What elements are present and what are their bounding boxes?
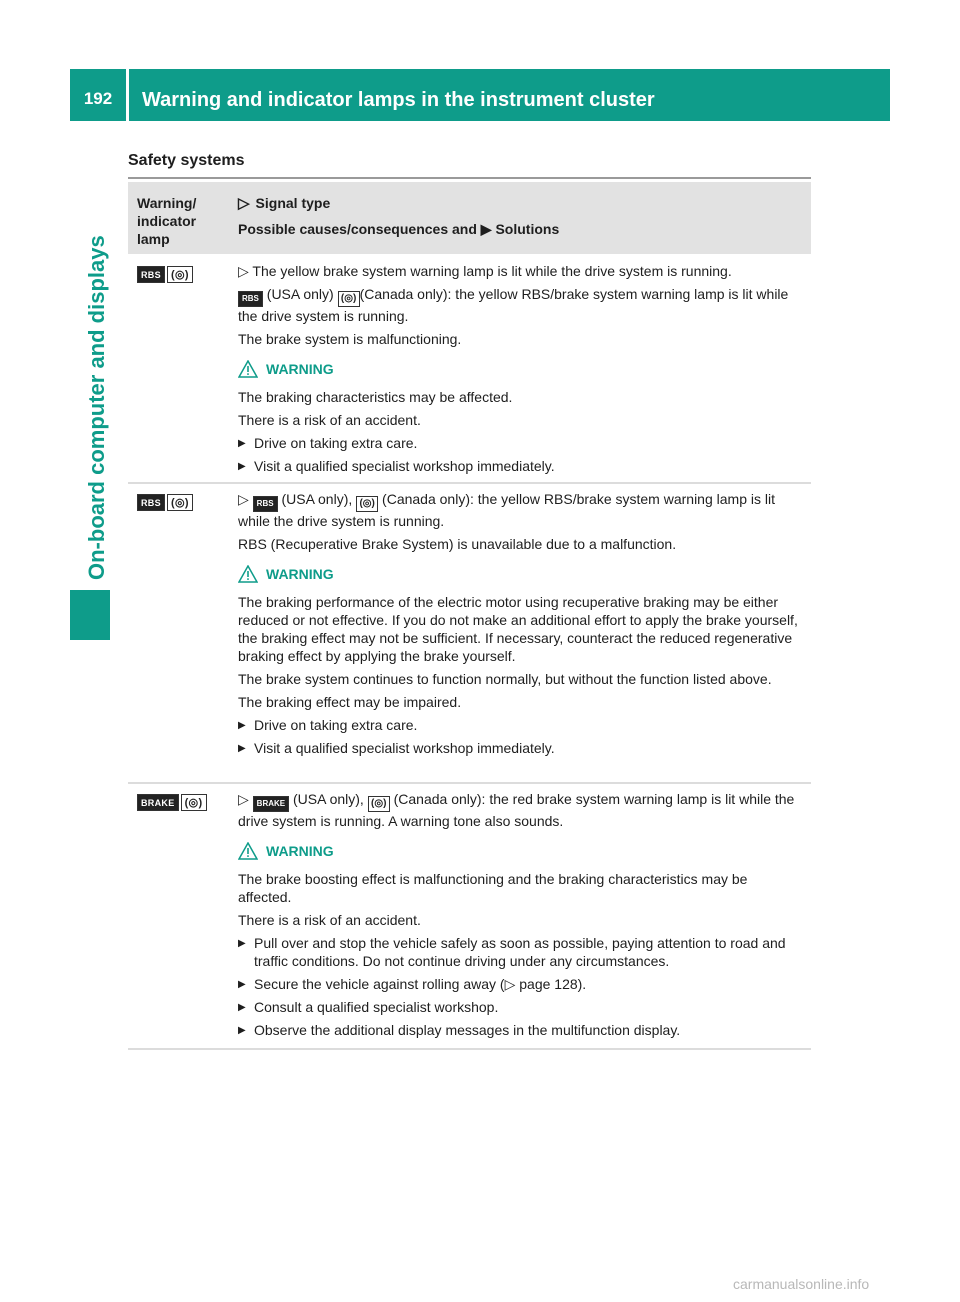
action-item: ▶ Observe the additional display messages in the multifunction display. bbox=[238, 1021, 804, 1039]
header-right bbox=[238, 194, 559, 238]
warning-triangle-icon bbox=[238, 360, 258, 378]
signal-text: ▷ The yellow brake system warning lamp is lit while the drive system is running. bbox=[238, 263, 732, 279]
brake-circle-icon: (◎) bbox=[338, 291, 360, 307]
page-ref-link[interactable]: page 128). bbox=[519, 976, 587, 992]
warning-triangle-icon bbox=[238, 842, 258, 860]
table-row bbox=[128, 790, 811, 1050]
header-signal: Signal type bbox=[255, 195, 331, 211]
action-item: ▶ Drive on taking extra care. bbox=[238, 434, 804, 452]
warning-text: The braking effect may be impaired. bbox=[238, 694, 462, 710]
usa-canada-text: RBS (USA only) (◎) (Canada only): the yellow RBS/brake system warning lamp is lit while the drive system is running. bbox=[238, 286, 789, 324]
header-divider bbox=[126, 69, 129, 121]
brake-icon: BRAKE bbox=[253, 796, 289, 812]
rbs-icon: RBS bbox=[253, 496, 278, 512]
row-content bbox=[238, 790, 804, 1044]
brake-icon: BRAKE bbox=[137, 794, 179, 811]
header-title: Warning and indicator lamps in the instrument cluster bbox=[142, 89, 655, 111]
table-row bbox=[128, 490, 811, 784]
triangle-right-icon: ▷ bbox=[238, 491, 249, 507]
header-causes: Possible causes/consequences and bbox=[238, 221, 477, 237]
chapter-side-label: On-board computer and displays bbox=[84, 235, 109, 580]
action-item: ▶ Consult a qualified specialist workshop. bbox=[238, 998, 804, 1016]
cause-text: RBS (Recuperative Brake System) is unavailable due to a malfunction. bbox=[238, 536, 677, 552]
rbs-icon: RBS bbox=[137, 494, 165, 511]
chapter-marker bbox=[70, 590, 110, 640]
page-number: 192 bbox=[83, 89, 113, 108]
warning-text: The braking characteristics may be affected. bbox=[238, 389, 513, 405]
warning-text: The braking performance of the electric motor using recuperative braking may be either reduced or not effective. If you do not make an additional effort to apply the brake yourself, the braking effect may not be sufficient. If necessary, counteract the reduced regenerative braking effect by applying the brake yourself. bbox=[238, 594, 798, 664]
triangle-right-icon: ▷ bbox=[238, 263, 249, 279]
cause-text: The brake system is malfunctioning. bbox=[238, 331, 462, 347]
brake-circle-icon: (◎) bbox=[167, 494, 193, 511]
arrow-right-icon: ▶ bbox=[480, 221, 492, 237]
warning-heading: WARNING bbox=[238, 360, 804, 378]
rbs-icon: RBS bbox=[137, 266, 165, 283]
warning-triangle-icon bbox=[238, 565, 258, 583]
action-item: ▶ Drive on taking extra care. bbox=[238, 716, 804, 734]
header-lamp: Warning/ indicator lamp bbox=[137, 195, 197, 247]
page-header bbox=[70, 69, 890, 121]
signal-text: ▷ BRAKE (USA only), (◎) (Canada only): the red brake system warning lamp is lit while the drive system is running. A warning tone also sounds. bbox=[238, 791, 795, 829]
lamp-icons bbox=[137, 494, 193, 511]
row-content bbox=[238, 262, 804, 480]
page-ref-icon: ▷ bbox=[504, 976, 516, 992]
row-content bbox=[238, 490, 804, 762]
watermark: carmanualsonline.info bbox=[733, 1276, 870, 1292]
warning-text: There is a risk of an accident. bbox=[238, 912, 421, 928]
brake-circle-icon: (◎) bbox=[356, 496, 378, 512]
signal-text: ▷ RBS (USA only), (◎) (Canada only): the yellow RBS/brake system warning lamp is lit while the drive system is running. bbox=[238, 491, 775, 529]
header-solutions: Solutions bbox=[495, 221, 560, 237]
action-item: ▶ Visit a qualified specialist workshop immediately. bbox=[238, 739, 804, 757]
warning-text: The brake boosting effect is malfunctioning and the braking characteristics may be affected. bbox=[238, 871, 748, 905]
action-item: ▶ Secure the vehicle against rolling away (▷ page 128). bbox=[238, 975, 804, 993]
action-item: ▶ Pull over and stop the vehicle safely as soon as possible, paying attention to road and traffic conditions. Do not continue driving under any circumstances. bbox=[238, 934, 804, 970]
lamp-icons bbox=[137, 266, 193, 283]
warning-heading: WARNING bbox=[238, 565, 804, 583]
warning-text: There is a risk of an accident. bbox=[238, 412, 421, 428]
section-title: Safety systems bbox=[128, 152, 245, 169]
triangle-right-icon: ▷ bbox=[238, 791, 249, 807]
rbs-icon: RBS bbox=[238, 291, 263, 307]
table-row bbox=[128, 262, 811, 484]
lamp-icons bbox=[137, 794, 207, 811]
action-item: ▶ Visit a qualified specialist workshop immediately. bbox=[238, 457, 804, 475]
triangle-right-icon: ▷ bbox=[238, 195, 250, 212]
warning-heading: WARNING bbox=[238, 842, 804, 860]
table-header bbox=[128, 182, 811, 254]
brake-circle-icon: (◎) bbox=[181, 794, 207, 811]
brake-circle-icon: (◎) bbox=[167, 266, 193, 283]
table-top-rule bbox=[128, 177, 811, 179]
brake-circle-icon: (◎) bbox=[368, 796, 390, 812]
warning-text: The brake system continues to function normally, but without the function listed above. bbox=[238, 671, 772, 687]
